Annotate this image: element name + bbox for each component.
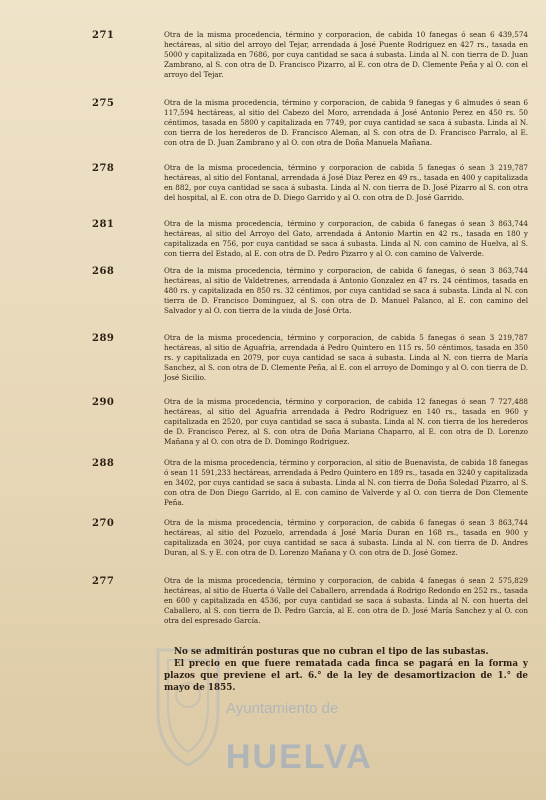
entry-number: 288 [92, 458, 115, 469]
footer-notice [164, 646, 528, 694]
entry-number: 281 [92, 219, 115, 230]
entry-text: Otra de la misma procedencia, término y corporacion, de cabida 6 fanegas ó sean 3 863,744 hectáreas, al sitio del Arroyo del Gato, arrendada á Antonio Martin en 42 rs., tasada en 180 y capitalizada en 756, por cuya cantidad se saca á subasta. Linda al N. con camino de Huelva, al S. con tierra del Estado, al E. con otra de D. Pedro Pizarro y al O. con camino de Valverde. [164, 219, 528, 258]
entry-text: Otra de la misma procedencia, término y corporacion, de cabida 12 fanegas ó sean 7 727,488 hectáreas, al sitio del Aguafria arrendada á Pedro Rodriguez en 140 rs., tasada en 960 y capitalizada en 2520, por cuya cantidad se saca á subasta. Linda al N. con tierra de los herederos de D. Francisco Perez, al S. con otra de Doña Mariana Chaparro, al E. con otra de D. Lorenzo Mañana y al O. con otra de D. Domingo Rodriguez. [164, 397, 528, 446]
entry-text: Otra de la misma procedencia, término y corporacion, de cabida 4 fanegas ó sean 2 575,829 hectáreas, al sitio de Huerta ó Valle del Caballero, arrendada á Rodrigo Redondo en 252 rs., tasada en 600 y capitalizada en 4536, por cuya cantidad se saca á subasta. Linda al N. con huerta del Caballero, al S. con tierra de D. Pedro García, al E. con otra de D. José María Sanchez y al O. con otra del espresado García. [164, 576, 528, 625]
watermark-line-1: Ayuntamiento de [226, 700, 339, 717]
entry-number: 270 [92, 518, 115, 529]
entry-text: Otra de la misma procedencia, término y corporacion, de cabida 6 fanegas ó sean 3 863,744 hectáreas, al sitio del Pozuelo, arrendada á José María Duran en 168 rs., tasada en 900 y capitalizada en 3024, por cuya cantidad se saca á subasta. Linda al N. con tierra de D. Andres Duran, al S. y E. con otra de D. Lorenzo Mañana y O. con otra de D. José Gomez. [164, 518, 528, 557]
entry-text: Otra de la misma procedencia, término y corporacion de cabida 5 fanegas ó sean 3 219,787 hectáreas, al sitio del Fontanal, arrendada á José Diaz Perez en 49 rs., tasada en 400 y capitalizada en 882, por cuya cantidad se saca á subasta. Linda al N. con tierra de D. José Pizarro al S. con otra del hospital, al E. con otra de D. Diego Garrido y al O. con otra de D. José Garrido. [164, 163, 528, 202]
entry-number: 275 [92, 98, 115, 109]
entry-text: Otra de la misma procedencia, término y corporacion, de cabida 6 fanegas, ó sean 3 863,744 hectáreas, al sitio de Valdetrenes, arrendada á Antonio Gonzalez en 47 rs. 24 céntimos, tasada en 480 rs. y capitalizada en 850 rs. 32 céntimos, por cuya cantidad se saca á subasta. Linda al N. con tierra de D. Francisco Dominguez, al S. con otra de D. Manuel Palanco, al E. con camino del Salvador y al O. con tierra de la viuda de José Orta. [164, 266, 528, 315]
watermark-line-2: HUELVA [226, 738, 373, 776]
entry-number: 271 [92, 30, 115, 41]
entry-text: Otra de la misma procedencia, término y corporacion, de cabida 5 fanegas ó sean 3 219,787 hectáreas, al sitio de Aguafria, arrendada á Pedro Quintero en 115 rs. 50 céntimos, tasada en 350 rs. y capitalizada en 2079, por cuya cantidad se saca á subasta. Linda al N. con tierra de María Sanchez, al S. con otra de D. Clemente Peña, al E. con el arroyo de Domingo y al O. con tierra de D. José Sicilio. [164, 333, 528, 382]
footer-line-1: No se admitirán posturas que no cubran el tipo de las subastas. [174, 647, 489, 657]
entry-number: 289 [92, 333, 115, 344]
entry-number: 290 [92, 397, 115, 408]
entry-number: 277 [92, 576, 115, 587]
entry-text: Otra de la misma procedencia, término y corporacion, al sitio de Buenavista, de cabida 18 fanegas ó sean 11 591,233 hectáreas, arrendada á Pedro Quintero en 189 rs., tasada en 3240 y capitalizada en 3402, por cuya cantidad se saca á subasta. Linda al N. con tierra de Doña Soledad Pizarro, al S. con otra de Don Diego Garrido, al E. con camino de Valverde y al O. con tierra de Don Clemente Peña. [164, 458, 528, 507]
entry-number: 278 [92, 163, 115, 174]
entry-text: Otra de la misma procedencia, término y corporacion, de cabida 9 fanegas y 6 almudes ó sean 6 117,594 hectáreas, al sitio del Cabezo del Moro, arrendada á José Antonio Perez en 450 rs. 50 céntimos, tasada en 5800 y capitalizada en 7749, por cuya cantidad se saca á subasta. Linda al N. con tierra de los herederos de D. Francisco Aleman, al S. con otra de D. Francisco Parralo, al E. con otra de D. Juan Zambrano y al O. con otra de Doña Manuela Mañana. [164, 98, 528, 147]
footer-line-2: El precio en que fuere rematada cada finca se pagará en la forma y plazos que previene el art. 6.° de la ley de desamortizacion de 1.° de mayo de 1855. [164, 659, 528, 693]
entry-text: Otra de la misma procedencia, término y corporacion, de cabida 10 fanegas ó sean 6 439,574 hectáreas, al sitio del arroyo del Tejar, arrendada á José Puente Rodriguez en 427 rs., tasada en 5000 y capitalizada en 7686, por cuya cantidad se saca á subasta. Linda al N. con tierra de D. Juan Zambrano, al S. con otra de D. Francisco Pizarro, al E. con otra de D. Clemente Peña y al O. con el arroyo del Tejar. [164, 30, 528, 79]
entry-number: 268 [92, 266, 115, 277]
